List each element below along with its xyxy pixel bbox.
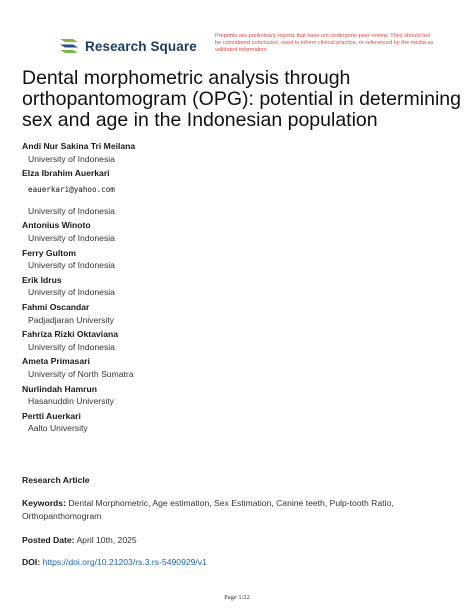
author-affiliation: University of Indonesia (28, 205, 115, 216)
posted-date-line (22, 535, 137, 545)
research-square-logo[interactable] (58, 36, 197, 56)
author-list (22, 140, 462, 437)
author-item (22, 274, 462, 299)
doi-label: DOI: (22, 557, 41, 567)
author-name: Erik Idrus (22, 274, 62, 285)
keywords-line (22, 497, 452, 523)
author-item (22, 140, 462, 165)
author-item (22, 247, 462, 272)
author-email-link[interactable]: eauerkari@yahoo.com (28, 184, 115, 194)
author-affiliation: University of Indonesia (28, 153, 115, 164)
logo-text: Research Square (85, 38, 197, 54)
author-item (22, 301, 462, 326)
author-item (22, 383, 462, 408)
author-name: Ferry Gultom (22, 247, 76, 258)
posted-date-value: April 10th, 2025 (76, 535, 137, 545)
page-number: Page 1/22 (224, 594, 250, 601)
author-item (22, 410, 462, 435)
keywords-label: Keywords: (22, 498, 66, 508)
author-name: Fahmi Oscandar (22, 301, 90, 312)
article-type: Research Article (22, 475, 90, 485)
author-affiliation: University of Indonesia (28, 287, 115, 298)
author-affiliation: University of Indonesia (28, 341, 115, 352)
author-item (22, 219, 462, 244)
author-name: Ameta Primasari (22, 356, 90, 367)
author-affiliation: Padjadjaran University (28, 314, 114, 325)
author-name: Pertti Auerkari (22, 410, 81, 421)
research-square-logo-icon (58, 36, 80, 56)
author-item (22, 355, 462, 380)
posted-date-label: Posted Date: (22, 535, 75, 545)
doi-link[interactable]: https://doi.org/10.21203/rs.3.rs-5490929/v1 (42, 557, 207, 567)
author-name: Nurlindah Hamrun (22, 383, 97, 394)
author-item (22, 167, 462, 217)
author-affiliation: Aalto University (28, 423, 88, 434)
keywords-text: Dental Morphometric, Age estimation, Sex Estimation, Canine teeth, Pulp-tooth Ratio, Orthopanthomogram (22, 498, 394, 521)
author-name: Elza Ibrahim Auerkari (22, 168, 110, 179)
author-name: Fahriza Rizki Oktaviana (22, 329, 118, 340)
doi-line (22, 557, 207, 567)
author-name: Andi Nur Sakina Tri Meilana (22, 141, 136, 151)
author-name: Antonius Winoto (22, 220, 91, 231)
author-affiliation: University of North Sumatra (28, 368, 134, 379)
author-affiliation: University of Indonesia (28, 232, 115, 243)
paper-title: Dental morphometric analysis through orthopantomogram (OPG): potential in determining sex and age in the Indonesian population (22, 67, 461, 131)
author-affiliation: University of Indonesia (28, 260, 115, 271)
preprint-notice: Preprints are preliminary reports that have not undergone peer review. They should not be considered conclusive, used to inform clinical practice, or referenced by the media as validated information. (215, 33, 434, 54)
author-item (22, 328, 462, 353)
author-affiliation: Hasanuddin University (28, 396, 114, 407)
header (58, 33, 438, 60)
